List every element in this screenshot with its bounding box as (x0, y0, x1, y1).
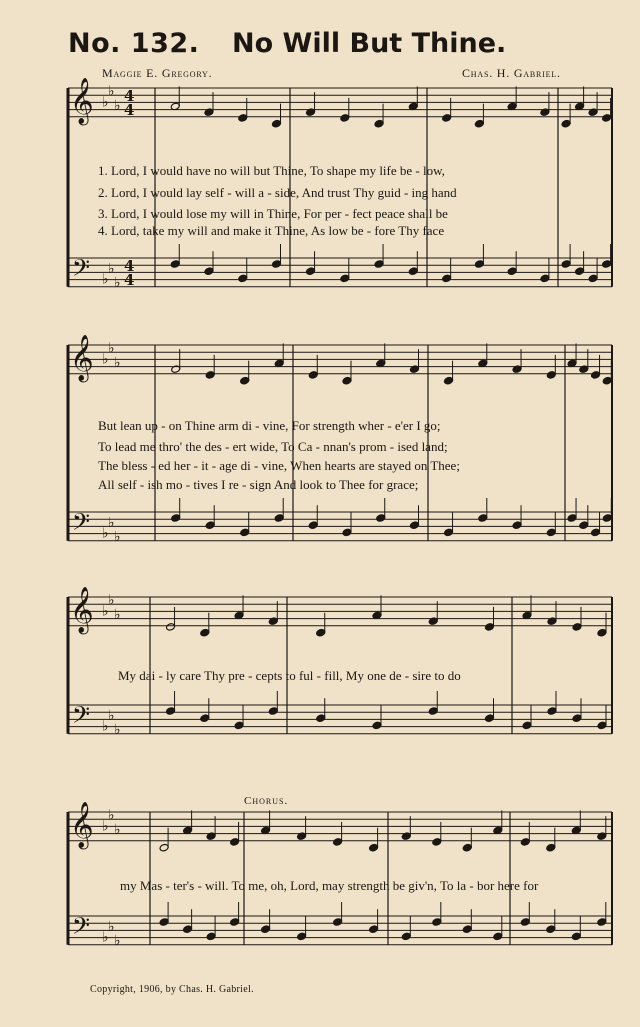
note-head (410, 521, 420, 530)
treble-clef-icon: 𝄞 (70, 802, 94, 848)
verse-1-line-2: But lean up - on Thine arm di - vine, For strength wher - e'er I go; (98, 418, 441, 433)
flat-icon: ♭ (108, 260, 115, 277)
note-head (369, 843, 379, 852)
note-head (507, 267, 517, 276)
note-head (238, 114, 248, 123)
flat-icon: ♭ (108, 918, 115, 935)
flat-icon: ♭ (102, 929, 109, 946)
note-head (200, 714, 210, 723)
verse-3-line-2: The bless - ed her - it - age di - vine, When hearts are stayed on Thee; (98, 458, 460, 473)
note-head (462, 925, 472, 934)
flat-icon: ♭ (114, 822, 121, 838)
hymn-number: No. 132. (68, 28, 200, 59)
note-head (602, 376, 612, 385)
flat-icon: ♭ (114, 933, 121, 950)
note-head (591, 371, 601, 380)
note-head (230, 918, 240, 927)
flat-icon: ♭ (108, 592, 115, 609)
verse-4-line-2: All self - ish mo - tives I re - sign And look to Thee for grace; (98, 477, 419, 492)
note-head (376, 514, 386, 523)
note-head (591, 528, 601, 537)
note-head (316, 714, 326, 723)
note-head (274, 514, 284, 523)
note-head (485, 714, 495, 723)
note-head (572, 623, 582, 632)
time-signature: 4 (124, 271, 135, 289)
note-head (206, 932, 216, 941)
note-head (369, 925, 379, 934)
note-head (372, 721, 382, 730)
note-head (159, 918, 169, 927)
note-head (442, 114, 452, 123)
note-head (546, 371, 556, 380)
treble-clef-icon: 𝄞 (70, 78, 94, 124)
note-head (401, 932, 411, 941)
note-head (171, 514, 181, 523)
flat-icon: ♭ (114, 275, 121, 292)
verse-1-line-1: 1. Lord, I would have no will but Thine, To shape my life be - low, (98, 163, 445, 178)
hymn-title: No Will But Thine. (232, 28, 507, 59)
note-head (204, 267, 214, 276)
note-head (230, 838, 240, 847)
note-head (374, 260, 384, 269)
flat-icon: ♭ (108, 514, 115, 531)
note-head (512, 521, 522, 530)
note-head (474, 119, 484, 128)
note-head (166, 623, 176, 632)
note-head (238, 274, 248, 283)
note-head (432, 838, 442, 847)
note-head (540, 274, 550, 283)
note-head (597, 918, 607, 927)
note-head (602, 114, 612, 123)
note-head (444, 528, 454, 537)
note-head (183, 925, 193, 934)
refrain-line-2: my Mas - ter's - will. To me, oh, Lord, may strength be giv'n, To la - bor here for (120, 878, 539, 893)
flat-icon: ♭ (102, 525, 109, 542)
bass-clef-icon: 𝄢 (72, 508, 91, 541)
note-head (442, 274, 452, 283)
note-head (268, 707, 278, 716)
note-head (546, 528, 556, 537)
note-head (444, 376, 454, 385)
flat-icon: ♭ (102, 351, 109, 368)
note-head (561, 260, 571, 269)
note-head (485, 623, 495, 632)
verse-2-line-2: To lead me thro' the des - ert wide, To Ca - nnan's prom - ised land; (98, 439, 448, 454)
note-head (308, 521, 318, 530)
flat-icon: ♭ (108, 807, 115, 824)
composer-credit: Chas. H. Gabriel. (462, 66, 561, 80)
note-head (520, 918, 530, 927)
flat-icon: ♭ (114, 529, 121, 546)
note-head (571, 932, 581, 941)
note-head (597, 721, 607, 730)
note-head (272, 119, 282, 128)
note-head (408, 267, 418, 276)
flat-icon: ♭ (102, 818, 109, 835)
note-head (546, 843, 556, 852)
note-head (170, 260, 180, 269)
note-head (166, 707, 176, 716)
flat-icon: ♭ (114, 722, 121, 739)
flat-icon: ♭ (114, 355, 121, 371)
flat-icon: ♭ (102, 603, 109, 620)
note-head (579, 521, 589, 530)
note-head (342, 528, 352, 537)
note-head (561, 119, 571, 128)
note-head (240, 528, 250, 537)
note-head (240, 376, 250, 385)
flat-icon: ♭ (108, 83, 115, 100)
flat-icon: ♭ (102, 271, 109, 288)
flat-icon: ♭ (114, 98, 121, 114)
note-head (316, 628, 326, 637)
note-head (297, 932, 307, 941)
note-head (340, 274, 350, 283)
bass-clef-icon: 𝄢 (72, 912, 91, 945)
note-head (205, 371, 215, 380)
note-head (522, 721, 532, 730)
note-head (234, 721, 244, 730)
chorus-label: Chorus. (244, 795, 289, 807)
copyright-notice: Copyright, 1906, by Chas. H. Gabriel. (90, 984, 254, 995)
bass-clef-icon: 𝄢 (72, 254, 91, 287)
note-head (602, 260, 612, 269)
lyricist-credit: Maggie E. Gregory. (102, 66, 213, 80)
note-head (374, 119, 384, 128)
note-head (547, 707, 557, 716)
note-head (575, 267, 585, 276)
note-head (428, 707, 438, 716)
flat-icon: ♭ (102, 94, 109, 111)
note-head (597, 628, 607, 637)
note-head (493, 932, 503, 941)
time-signature: 4 (124, 257, 135, 275)
note-head (546, 925, 556, 934)
note-head (159, 843, 169, 852)
note-head (333, 918, 343, 927)
note-head (602, 514, 612, 523)
flat-icon: ♭ (114, 607, 121, 623)
note-head (572, 714, 582, 723)
note-head (462, 843, 472, 852)
verse-2-line-1: 2. Lord, I would lay self - will a - side, And trust Thy guid - ing hand (98, 185, 457, 200)
note-head (474, 260, 484, 269)
note-head (205, 521, 215, 530)
note-head (520, 838, 530, 847)
note-head (432, 918, 442, 927)
note-head (308, 371, 318, 380)
verse-4-line-1: 4. Lord, take my will and make it Thine, As low be - fore Thy face (98, 223, 445, 238)
note-head (567, 514, 577, 523)
note-head (333, 838, 343, 847)
note-head (478, 514, 488, 523)
time-signature: 4 (124, 101, 135, 119)
treble-clef-icon: 𝄞 (70, 335, 94, 381)
flat-icon: ♭ (102, 718, 109, 735)
flat-icon: ♭ (108, 707, 115, 724)
note-head (340, 114, 350, 123)
note-head (588, 274, 598, 283)
bass-clef-icon: 𝄢 (72, 701, 91, 734)
treble-clef-icon: 𝄞 (70, 587, 94, 633)
verse-3-line-1: 3. Lord, I would lose my will in Thine, For per - fect peace shall be (98, 206, 448, 221)
note-head (261, 925, 271, 934)
time-signature: 4 (124, 87, 135, 105)
flat-icon: ♭ (108, 340, 115, 357)
refrain-line-1: My dai - ly care Thy pre - cepts to ful - fill, My one de - sire to do (118, 668, 461, 683)
note-head (272, 260, 282, 269)
note-head (342, 376, 352, 385)
note-head (200, 628, 210, 637)
note-head (306, 267, 316, 276)
